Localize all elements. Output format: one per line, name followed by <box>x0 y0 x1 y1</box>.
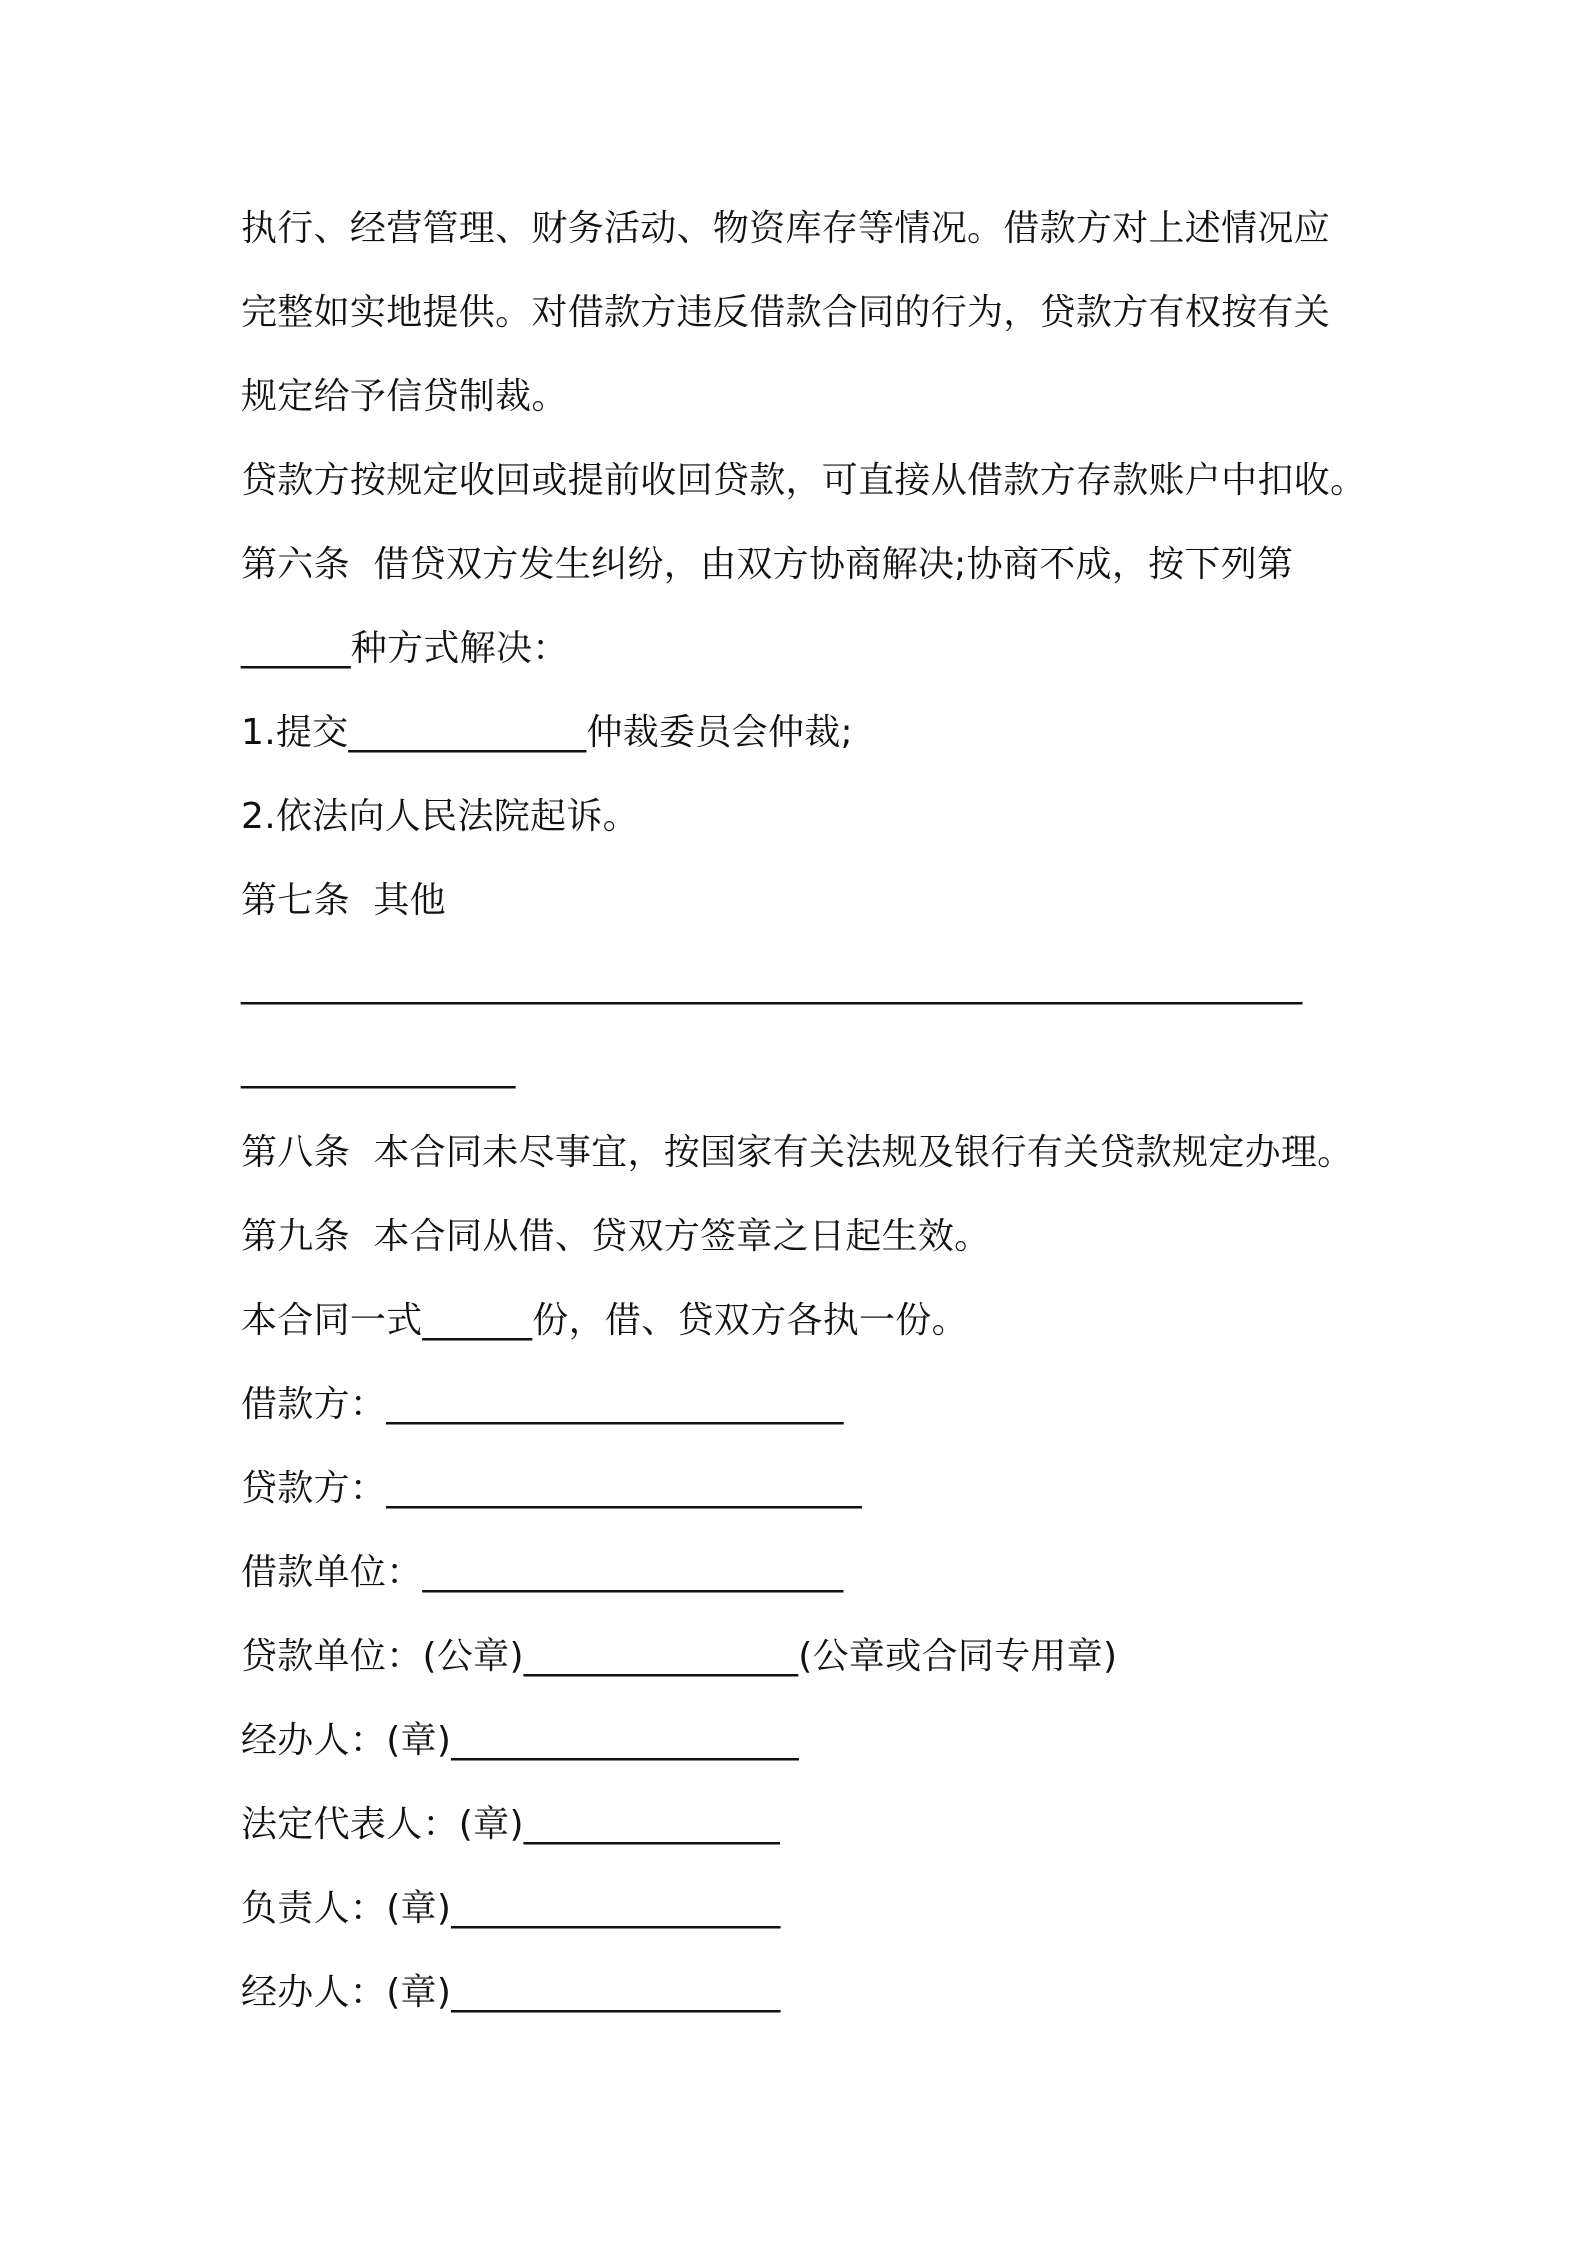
clause-5-recovery-line: 贷款方按规定收回或提前收回贷款，可直接从借款方存款账户中扣收。 <box>241 460 1367 501</box>
clause-5-continuation-line-2: 完整如实地提供。对借款方违反借款合同的行为，贷款方有权按有关 <box>241 292 1331 333</box>
clause-5-continuation-line-3: 规定给予信贷制裁。 <box>241 376 568 417</box>
article-6-option-arbitration: 1.提交_____________仲裁委员会仲裁; <box>241 712 853 753</box>
article-9-line: 第九条 本合同从借、贷双方签章之日起生效。 <box>241 1216 991 1257</box>
person-in-charge-line: 负责人：(章)__________________ <box>241 1888 781 1929</box>
handler-line-1: 经办人：(章)___________________ <box>241 1720 799 1761</box>
lender-signature-line: 贷款方：__________________________ <box>241 1468 862 1509</box>
legal-representative-line: 法定代表人：(章)______________ <box>241 1804 780 1845</box>
article-7-blank-line-1: __________________________________________________________ <box>241 964 1303 1005</box>
article-7-heading: 第七条 其他 <box>241 880 446 921</box>
handler-line-2: 经办人：(章)__________________ <box>241 1972 781 2013</box>
lending-unit-seal-line: 贷款单位：(公章)_______________(公章或合同专用章) <box>241 1636 1118 1677</box>
borrowing-unit-line: 借款单位：_______________________ <box>241 1552 844 1593</box>
borrower-signature-line: 借款方：_________________________ <box>241 1384 844 1425</box>
copies-line: 本合同一式______份，借、贷双方各执一份。 <box>241 1300 968 1341</box>
article-6-method-line: ______种方式解决： <box>241 628 569 669</box>
clause-5-continuation-line-1: 执行、经营管理、财务活动、物资库存等情况。借款方对上述情况应 <box>241 208 1331 249</box>
article-6-option-court: 2.依法向人民法院起诉。 <box>241 796 639 837</box>
article-7-blank-line-2: _______________ <box>241 1048 516 1089</box>
article-6-heading-line: 第六条 借贷双方发生纠纷，由双方协商解决;协商不成，按下列第 <box>241 544 1294 585</box>
article-8-line: 第八条 本合同未尽事宜，按国家有关法规及银行有关贷款规定办理。 <box>241 1132 1354 1173</box>
